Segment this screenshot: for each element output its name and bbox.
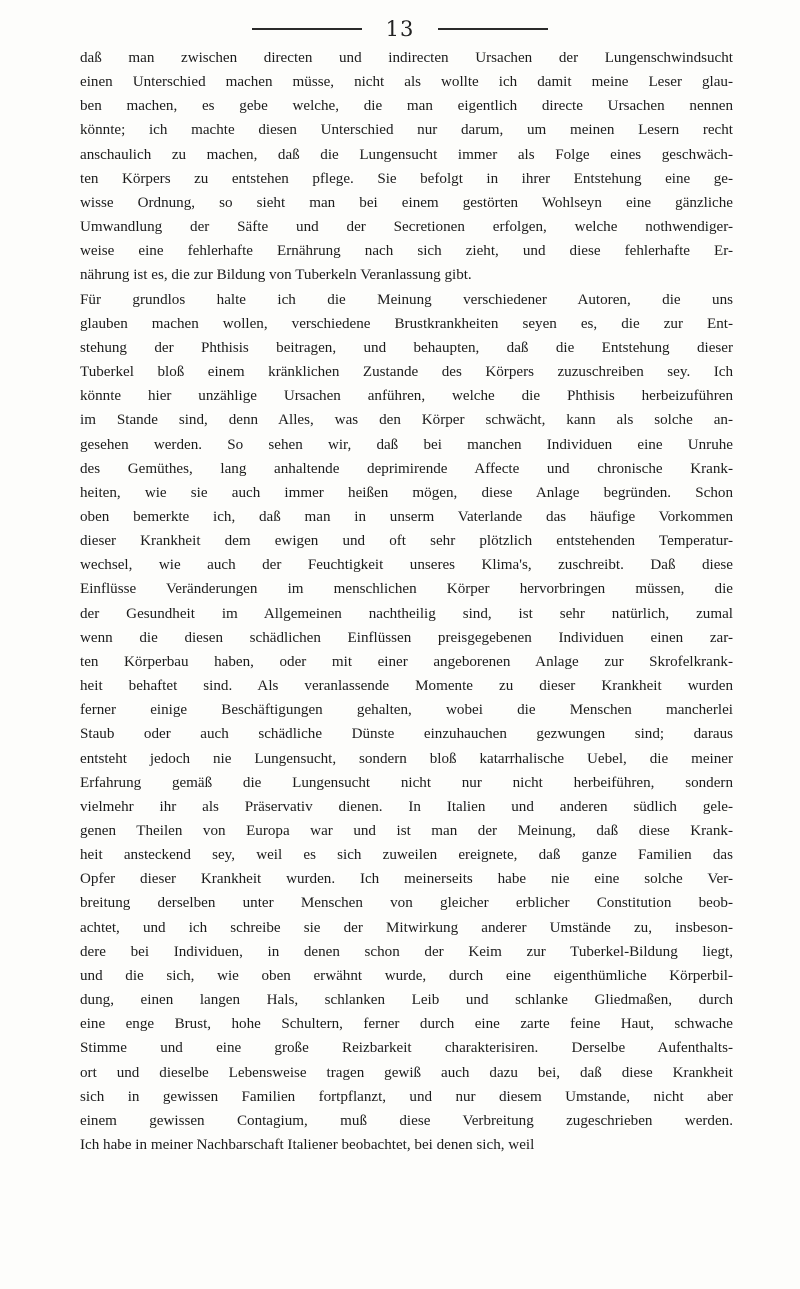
text-line: stehung der Phthisis beitragen, und behaupten, daß die Entstehung dieser	[80, 339, 733, 356]
text-line: heit behaftet sind. Als veranlassende Momente zu dieser Krankheit wurden	[80, 678, 733, 695]
text-line: der Gesundheit im Allgemeinen nachtheilig sind, ist sehr natürlich, zumal	[80, 605, 733, 622]
text-line: Erfahrung gemäß die Lungensucht nicht nur nicht herbeiführen, sondern	[80, 774, 733, 791]
text-line: Stimme und eine große Reizbarkeit charakterisiren. Derselbe Aufenthalts-	[80, 1040, 733, 1057]
text-line: Staub oder auch schädliche Dünste einzuhauchen gezwungen sind; daraus	[80, 726, 733, 743]
page-number: 13	[385, 17, 415, 41]
text-line: wenn die diesen schädlichen Einflüssen preisgegebenen Individuen einen zar-	[80, 629, 733, 646]
text-line: Umwandlung der Säfte und der Secretionen erfolgen, welche nothwendiger-	[80, 219, 733, 236]
text-line: entsteht jedoch nie Lungensucht, sondern bloß katarrhalische Uebel, die meiner	[80, 750, 733, 767]
page-header	[0, 14, 800, 44]
text-line: genen Theilen von Europa war und ist man der Meinung, daß diese Krank-	[80, 823, 733, 839]
text-line: breitung derselben unter Menschen von gleicher erblicher Constitution beob-	[80, 895, 733, 912]
text-line: wechsel, wie auch der Feuchtigkeit unseres Klima's, zuschreibt. Daß diese	[80, 557, 733, 574]
text-line: und die sich, wie oben erwähnt wurde, durch eine eigenthümliche Körperbil-	[80, 967, 733, 984]
text-line: einen Unterschied machen müsse, nicht als wollte ich damit meine Leser glau-	[80, 74, 733, 91]
text-line: glauben machen wollen, verschiedene Brustkrankheiten seyen es, die zur Ent-	[80, 315, 733, 332]
text-line: achtet, und ich schreibe sie der Mitwirkung anderer Umstände zu, insbeson-	[80, 919, 733, 936]
text-line: Opfer dieser Krankheit wurden. Ich meinerseits habe nie eine solche Ver-	[80, 871, 733, 888]
text-line: ten Körperbau haben, oder mit einer angeborenen Anlage zur Skrofelkrank-	[80, 653, 733, 670]
text-line: ferner einige Beschäftigungen gehalten, wobei die Menschen mancherlei	[80, 702, 733, 719]
text-line: dere bei Individuen, in denen schon der Keim zur Tuberkel-Bildung liegt,	[80, 943, 733, 960]
text-line: sich in gewissen Familien fortpflanzt, und nur diesem Umstande, nicht aber	[80, 1088, 733, 1105]
text-line: dung, einen langen Hals, schlanken Leib und schlanke Gliedmaßen, durch	[80, 992, 733, 1009]
text-line: ten Körpers zu entstehen pflege. Sie befolgt in ihrer Entstehung eine ge-	[80, 170, 733, 187]
header-rule-left	[252, 28, 362, 30]
text-line: des Gemüthes, lang anhaltende deprimirende Affecte und chronische Krank-	[80, 460, 733, 477]
text-line: vielmehr ihr als Präservativ dienen. In Italien und anderen südlich gele-	[80, 798, 733, 815]
text-line: ben machen, es gebe welche, die man eigentlich directe Ursachen nennen	[80, 98, 733, 115]
text-line: einem gewissen Contagium, muß diese Verbreitung zugeschrieben werden.	[80, 1112, 733, 1129]
text-line: Tuberkel bloß einem kränklichen Zustande des Körpers zuzuschreiben sey. Ich	[80, 364, 733, 381]
text-line: oben bemerkte ich, daß man in unserm Vaterlande das häufige Vorkommen	[80, 508, 733, 525]
body-text	[80, 46, 733, 1157]
text-line: gesehen werden. So sehen wir, daß bei manchen Individuen eine Unruhe	[80, 436, 733, 453]
text-line: weise eine fehlerhafte Ernährung nach sich zieht, und diese fehlerhafte Er-	[80, 243, 733, 260]
text-line: Für grundlos halte ich die Meinung verschiedener Autoren, die uns	[80, 291, 733, 308]
text-line: anschaulich zu machen, daß die Lungensucht immer als Folge eines geschwäch-	[80, 146, 733, 163]
text-line: eine enge Brust, hohe Schultern, ferner durch eine zarte feine Haut, schwache	[80, 1016, 733, 1033]
text-line: dieser Krankheit dem ewigen und oft sehr plötzlich entstehenden Temperatur-	[80, 533, 733, 550]
text-line: heit ansteckend sey, weil es sich zuweilen ereignete, daß ganze Familien das	[80, 847, 733, 864]
text-line: könnte hier unzählige Ursachen anführen, welche die Phthisis herbeizuführen	[80, 388, 733, 405]
text-line: Einflüsse Veränderungen im menschlichen Körper hervorbringen müssen, die	[80, 581, 733, 598]
header-rule-right	[438, 28, 548, 30]
text-line: ort und dieselbe Lebensweise tragen gewiß auch dazu bei, daß diese Krankheit	[80, 1064, 733, 1081]
text-line: nährung ist es, die zur Bildung von Tuberkeln Veranlassung gibt.	[80, 267, 472, 284]
text-line: daß man zwischen directen und indirecten Ursachen der Lungenschwindsucht	[80, 50, 733, 66]
text-line: Ich habe in meiner Nachbarschaft Italiener beobachtet, bei denen sich, weil	[80, 1137, 535, 1154]
text-line: wisse Ordnung, so sieht man bei einem gestörten Wohlseyn eine gänzliche	[80, 194, 733, 211]
text-line: im Stande sind, denn Alles, was den Körper schwächt, kann als solche an-	[80, 412, 733, 429]
text-line: könnte; ich machte diesen Unterschied nur darum, um meinen Lesern recht	[80, 122, 733, 139]
text-line: heiten, wie sie auch immer heißen mögen, diese Anlage begründen. Schon	[80, 484, 733, 501]
